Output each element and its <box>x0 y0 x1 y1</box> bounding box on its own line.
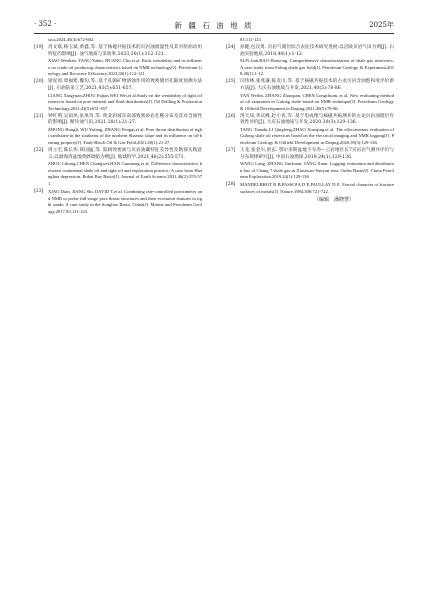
reference-continuation <box>226 37 394 44</box>
reference-item <box>226 79 394 112</box>
reference-number: [19] <box>34 44 44 50</box>
reference-continuation <box>34 37 202 44</box>
reference-number: [28] <box>226 182 236 188</box>
reference-number: [23] <box>34 189 44 195</box>
reference-number: [26] <box>226 113 236 119</box>
journal-title: 新 疆 石 油 地 质 <box>174 21 254 30</box>
reference-item <box>226 182 394 195</box>
reference-item <box>34 148 202 188</box>
reference-text-chinese: 钟红利,吴雨风,张凤奇,等. 陕北斜坡东南部致密砂岩孔喉分布及其对含油性的影响[J]. 断块油气田,2021,28(1):21-27. <box>48 113 202 126</box>
reference-text-english: LIANG Xingyuan,ZHOU Fujian,WEI Wei,et al.Study on the wettability of tight oil reservoir based on pore mineral and fluid distribution[J]. Oil Drilling & Production Technology,2021,43(5):651-657. <box>48 92 202 111</box>
reference-number: [20] <box>34 79 44 85</box>
reference-item <box>34 45 202 78</box>
reference-text-chinese: 孙健,包汉勇. 页岩气储层综合表征技术研究进展:以涪陵页岩气田为例[J]. 石油实验地质,2018,40(1):1-12. <box>240 44 394 57</box>
reference-text-english: MANDELBROT B B,PASSOJA D E,PAULLAY D E. Fractal character of fracture surfaces of metals[J]. Nature,1984,308:721-722. <box>240 182 394 195</box>
reference-number: [27] <box>226 148 236 154</box>
issue-year: 2025年 <box>369 21 394 29</box>
reference-text-english: XIAO Dian, JIANG Shi, DAVID T,et al. Combining rate-controlled porosimetry and NMR to probe full-range pore throat structures and their evolution features in tight sands: A case study in the Songliao Basin, China[J]. Marine and Petroleum Geology,2017,83:111-123. <box>48 189 202 214</box>
reference-text-english: SUN Jian,BAO Hanyong. Comprehensive characterization of shale gas reservoirs: A case study from Fuling shale gas field[J]. Petroleum Geology & Experiment,2018,40(1):1-12. <box>240 58 394 77</box>
reference-item <box>226 45 394 78</box>
reference-text-english: XIAO Wenlian, YANG Yubin, HUANG Chu,et al. Rock wettability and its influence on crude oil producing characteristics based on NMR technology[J]. Petroleum Geology and Recovery Efficiency,2023,30(1):112-121. <box>48 58 202 77</box>
reference-continuation-text: sica,2024,45(4):672-682. <box>48 37 95 42</box>
reference-continuation-text: 83:111-123. <box>240 37 262 42</box>
reference-item <box>34 114 202 147</box>
reference-text-chinese: 周立宏,陈长伟,韩国猛,等. 陆相致密油与页岩油藏特征差异性及勘探实践意义:以渤海湾盆地黄骅坳陷为例[J]. 地球科学,2021,46(2):555-571. <box>48 148 202 160</box>
reference-number: [22] <box>34 148 44 154</box>
reference-text-chinese: 闫伟林,张兆谦,陈龙川,等. 基于核磁共振技术的古龙页岩含油饱和度评价新方法[J]. 大庆石油地质与开发,2021,40(5):78-86. <box>240 79 394 91</box>
reference-text-english: TANG Tianzhi,LI Qingfeng,ZHAO Xiaoqing,et al. The effectiveness evaluation of Gulong shale oil reservoirs based on the electrical imaging and NMR logging[J]. Petroleum Geology & Oilfield Development in Daqing,2020,39(3):129-136. <box>240 126 394 146</box>
reference-item <box>226 148 394 181</box>
reference-item <box>34 79 202 112</box>
reference-text-english: YAN Weilin, ZHANG Zhaoqian, CHEN Longchuan, et al. New evaluating method of oil saturation in Gulong shale based on NMR technique[J]. Petroleum Geology & Oilfield Development in Daqing,2021,40(5):78-86. <box>240 92 394 111</box>
reference-text-chinese: 梁星原,周福建,魏旬,等. 基于孔隙矿物溶蚀作用的致密储层孔隙度预测方法[J]. 石油钻采工艺,2021,43(5):651-657. <box>48 79 202 91</box>
reference-text-english: WANG Long, ZHANG Jinchuan, TANG Xuan. Logging evaluation and distribution law of Chang 7 shale gas in Xiasiwan-Yunyan area, Ordos Basin[J]. China Petroleum Exploration,2019,24(1):129-136. <box>240 161 394 180</box>
reference-text-english: ZHOU Lihong,CHEN Changwei,HAN Guomeng,et al. Difference characteristics between continental shale oil and tight oil and exploration practice: A case from Huanghua depression, Bohai Bay Basin[J]. Journal of Earth Science,2021,46(2):555-571. <box>48 161 202 187</box>
reference-column-right <box>226 37 394 204</box>
running-header <box>34 20 394 32</box>
reference-number: [21] <box>34 113 44 119</box>
reference-column-left <box>34 37 202 217</box>
reference-text-chinese: 汤天知,李庆峰,赵小青,等. 基于电成像与核磁共振测井的古龙页岩油储层有效性评价[J]. 大庆石油地质与开发,2020,39(3):129-136. <box>240 113 394 126</box>
page-number: · 352 · <box>34 20 57 28</box>
reference-text-chinese: 王龙,张金川,唐玄. 鄂尔多斯盆地下寺湾—云岩地区长7页岩岩气测井评价与分布规律研究[J]. 中国石油勘探,2019,24(1):129-136. <box>240 148 394 160</box>
editor-note: （编辑 潘晓慧） <box>313 197 354 203</box>
reference-item <box>34 189 202 215</box>
reference-number: [24] <box>226 44 236 50</box>
header-rule <box>34 33 394 34</box>
reference-number: [25] <box>226 79 236 85</box>
reference-text-english: ZHONG Hongli, WU Yufeng, ZHANG Fengqi,et al. Pore throat distribution of tight sandstone in the southeast of the northern Shaanxi slope and its influence on oil-bearing property[J]. Fault-Block Oil & Gas Field,2021,28(1):21-27. <box>48 126 202 146</box>
reference-text-chinese: 肖文联,杨玉斌,黄鑫,等. 基于核磁共振技术的页岩油润湿性及其对原油动用特征的影响[J]. 油气地质与采收率,2023,30(1):112-121. <box>48 44 202 57</box>
reference-item <box>226 114 394 147</box>
